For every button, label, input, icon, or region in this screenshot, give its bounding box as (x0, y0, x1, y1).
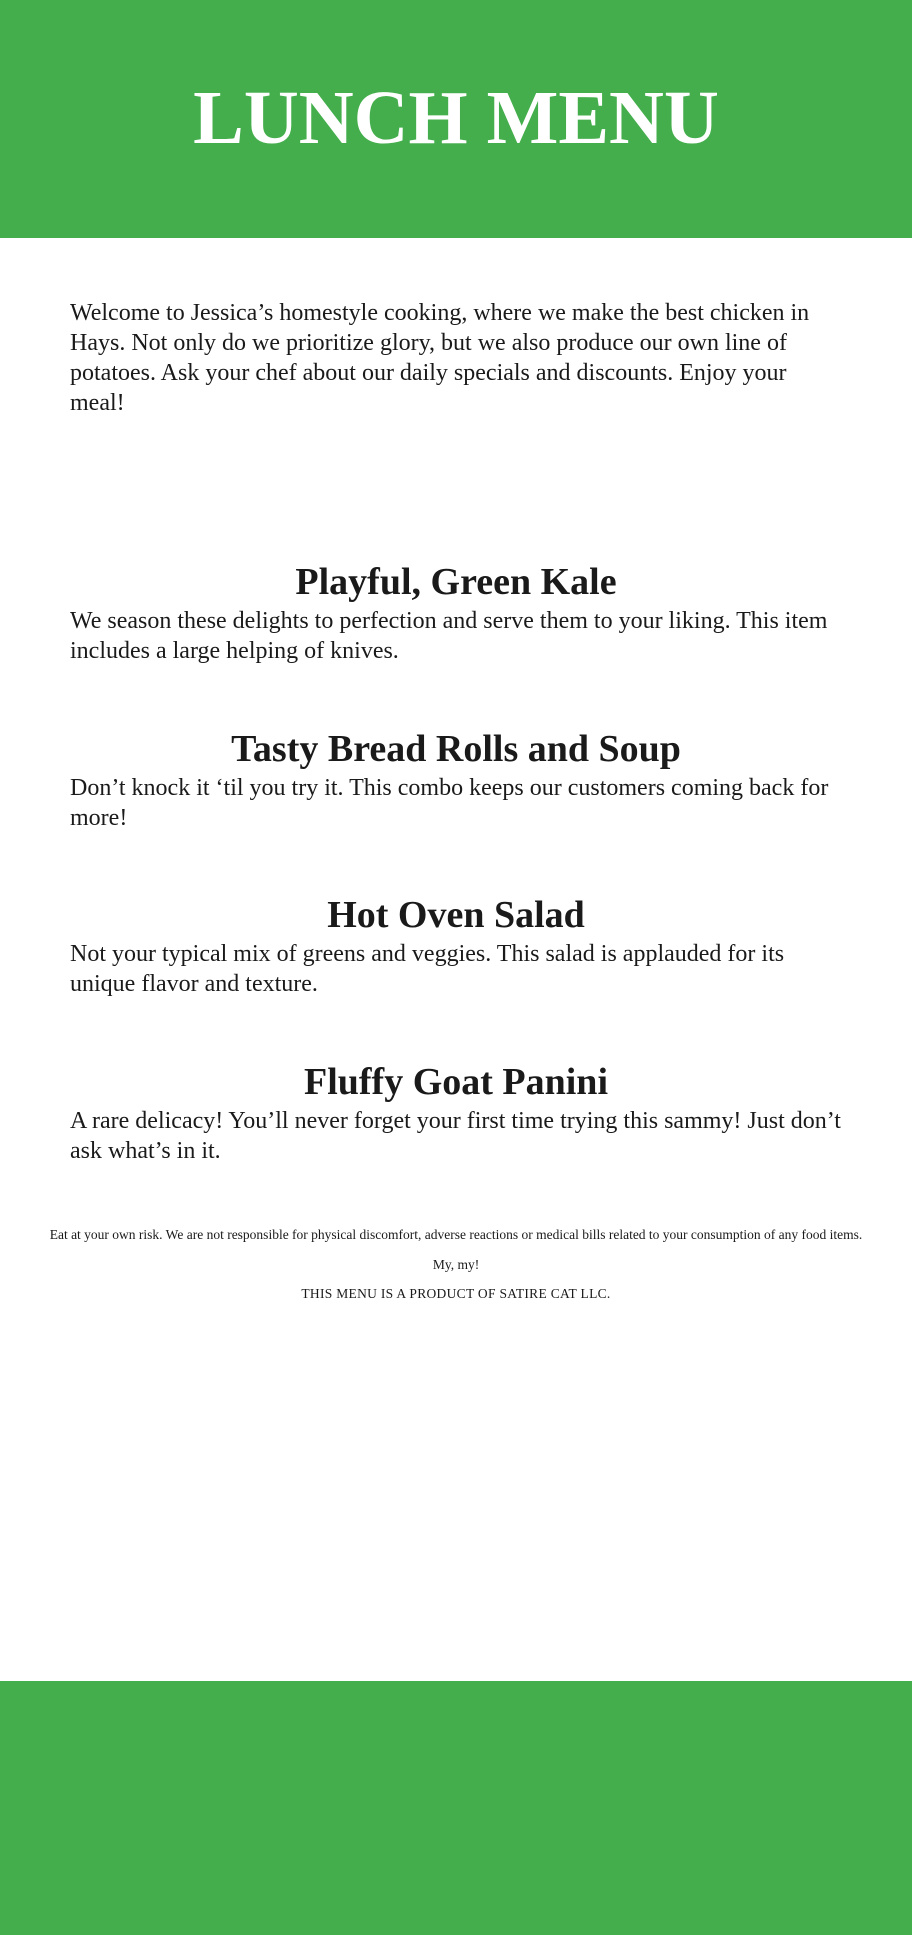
credit-text: THIS MENU IS A PRODUCT OF SATIRE CAT LLC. (301, 1286, 611, 1301)
intro-paragraph: Welcome to Jessica’s homestyle cooking, where we make the best chicken in Hays. Not only do we prioritize glory, but we also produce our own line of potatoes. Ask your chef about our daily specials and discounts. Enjoy your meal! (70, 300, 810, 416)
menu-item (70, 893, 842, 999)
tagline-text: My, my! (432, 1257, 480, 1272)
footer-band (0, 1681, 912, 1935)
menu-item-name: Playful, Green Kale (295, 561, 617, 603)
menu-item-description: Don’t knock it ‘til you try it. This combo keeps our customers coming back for more! (70, 775, 829, 831)
menu-item-description: We season these delights to perfection and serve them to your liking. This item includes a large helping of knives. (70, 608, 828, 664)
menu-item (70, 560, 842, 666)
menu-title: LUNCH MENU (193, 76, 719, 160)
menu-item (70, 1060, 842, 1166)
disclaimer-text: Eat at your own risk. We are not responsible for physical discomfort, adverse reactions or medical bills related to your consumption of any food items. (49, 1227, 863, 1242)
menu-item-name: Hot Oven Salad (327, 894, 585, 936)
menu-item (70, 727, 842, 833)
menu-item-name: Fluffy Goat Panini (303, 1061, 609, 1103)
menu-item-description: A rare delicacy! You’ll never forget your first time trying this sammy! Just don’t ask what’s in it. (70, 1108, 841, 1164)
menu-item-name: Tasty Bread Rolls and Soup (231, 728, 681, 770)
menu-item-description: Not your typical mix of greens and veggies. This salad is applauded for its unique flavor and texture. (70, 941, 785, 997)
